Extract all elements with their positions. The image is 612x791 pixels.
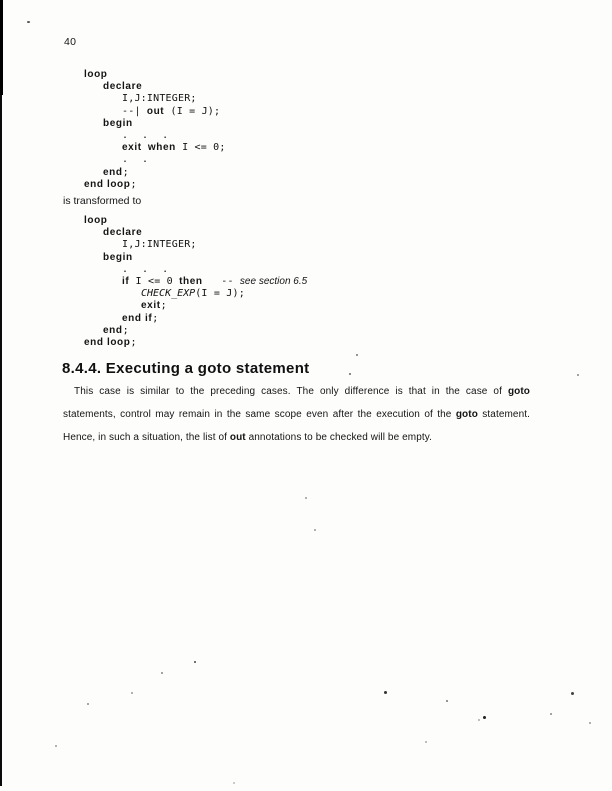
text-segment: exit	[122, 142, 142, 154]
text-segment: I <= 0;	[175, 142, 226, 154]
text-line	[84, 276, 307, 288]
text-segment: loop	[84, 215, 108, 226]
noise-speck	[194, 661, 196, 663]
text-segment: then	[179, 275, 203, 287]
text-segment: --	[202, 275, 240, 287]
noise-speck	[446, 700, 448, 702]
noise-speck	[87, 703, 89, 705]
text-line	[84, 69, 226, 81]
text-line	[84, 313, 307, 325]
noise-speck	[571, 692, 574, 695]
text-segment: out	[146, 105, 165, 117]
noise-speck	[589, 722, 591, 724]
text-line	[84, 227, 307, 239]
text-segment: out	[229, 432, 246, 443]
text-line	[84, 130, 226, 142]
page-number: 40	[64, 36, 77, 48]
text-line	[63, 380, 530, 403]
text-segment: I,J:INTEGER;	[122, 239, 197, 251]
scan-edge-artifact-top	[0, 0, 3, 95]
text-segment: end	[103, 166, 123, 178]
text-line	[84, 325, 307, 337]
noise-speck	[425, 741, 427, 743]
transition-text: is transformed to	[63, 195, 142, 207]
text-segment: ;	[152, 312, 159, 324]
text-segment: (I = J);	[164, 105, 221, 117]
noise-speck	[577, 374, 579, 376]
text-line	[63, 403, 530, 426]
text-segment: if	[122, 275, 130, 287]
text-segment: statement.	[477, 409, 530, 420]
body-paragraph	[63, 380, 530, 449]
noise-speck	[131, 692, 133, 694]
text-segment: CHECK_EXP	[141, 288, 196, 300]
text-line	[84, 179, 226, 191]
noise-speck	[478, 719, 480, 721]
text-line	[84, 264, 307, 276]
text-segment: ;	[130, 336, 137, 348]
text-segment: exit	[141, 300, 161, 312]
text-segment: This case is similar to the preceding cases. The only difference is that in the case of	[74, 386, 508, 397]
noise-speck	[483, 716, 486, 719]
code-listing-original	[84, 69, 226, 191]
noise-speck	[550, 713, 552, 715]
text-line	[84, 118, 226, 130]
text-segment: goto	[507, 386, 530, 397]
text-line	[84, 154, 226, 166]
text-segment: end loop	[84, 336, 131, 348]
noise-speck	[233, 782, 235, 784]
text-segment: . .	[122, 154, 153, 166]
text-segment: declare	[103, 227, 143, 239]
text-line	[84, 167, 226, 179]
text-segment: statements, control may remain in the same scope even after the execution of the	[63, 409, 456, 420]
noise-speck	[349, 373, 351, 375]
noise-speck	[356, 354, 358, 356]
text-line	[84, 288, 307, 300]
text-line	[84, 239, 307, 251]
text-segment: when	[147, 142, 176, 154]
text-segment: loop	[84, 69, 108, 80]
text-segment: end if	[122, 312, 153, 324]
noise-speck	[27, 21, 30, 23]
text-line	[84, 252, 307, 264]
text-segment: . . .	[122, 129, 173, 141]
text-segment: . . .	[122, 263, 173, 275]
text-segment: end loop	[84, 178, 131, 190]
noise-speck	[55, 745, 57, 747]
text-segment: Hence, in such a situation, the list of	[63, 432, 230, 443]
text-line	[84, 142, 226, 154]
text-line	[84, 215, 307, 227]
text-segment: ;	[130, 178, 137, 190]
text-segment: (I = J);	[195, 288, 245, 300]
code-listing-transformed	[84, 215, 307, 349]
text-line	[63, 426, 530, 449]
noise-speck	[305, 497, 307, 499]
text-segment: goto	[455, 409, 478, 420]
text-segment: I,J:INTEGER;	[122, 93, 197, 105]
noise-speck	[384, 691, 387, 694]
text-segment: see section 6.5	[239, 275, 308, 287]
noise-speck	[161, 672, 163, 674]
text-segment: ;	[122, 324, 129, 336]
scan-edge-artifact	[0, 0, 2, 786]
text-segment: ;	[160, 300, 167, 312]
text-segment: begin	[103, 117, 133, 129]
text-segment: ;	[122, 166, 129, 178]
section-heading: 8.4.4. Executing a goto statement	[62, 360, 310, 377]
text-line	[84, 81, 226, 93]
text-segment: I <= 0	[129, 275, 180, 287]
noise-speck	[314, 529, 316, 531]
text-line	[84, 337, 307, 349]
text-segment: --|	[122, 105, 147, 117]
text-line	[84, 300, 307, 312]
text-segment: annotations to be checked will be empty.	[245, 432, 432, 443]
text-segment: declare	[103, 81, 143, 93]
text-line	[84, 106, 226, 118]
text-segment: begin	[103, 251, 133, 263]
text-line	[84, 93, 226, 105]
text-segment: end	[103, 324, 123, 336]
